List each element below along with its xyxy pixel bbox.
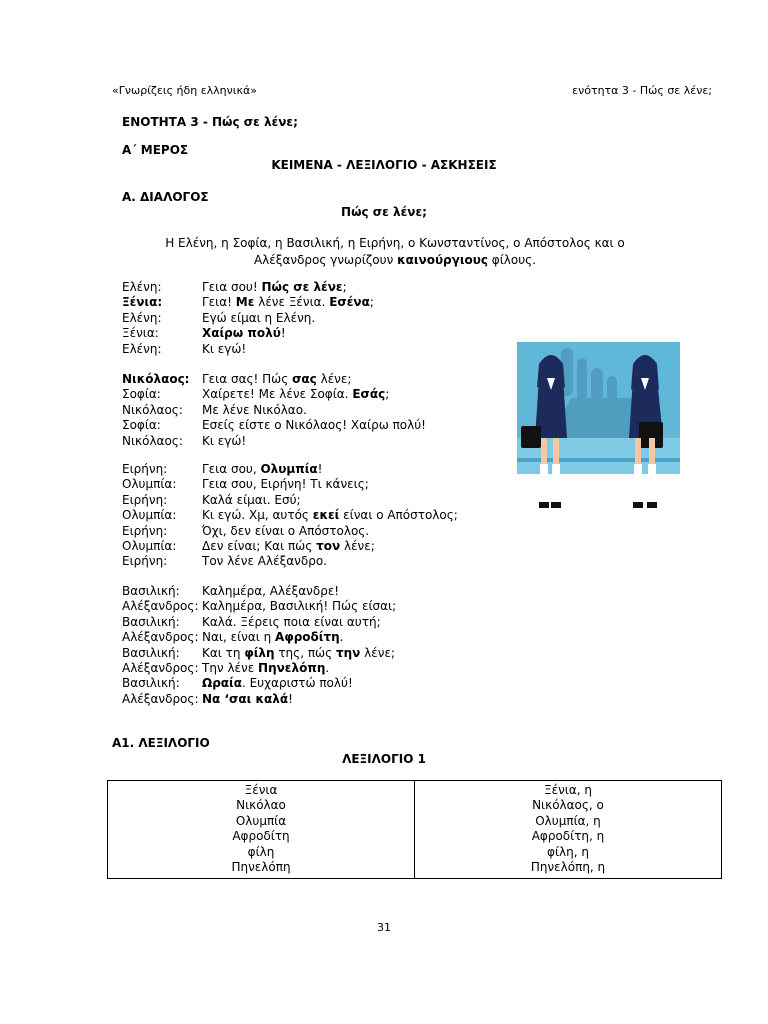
dialogue-intro [100, 235, 690, 269]
speaker-name: Ειρήνη: [122, 492, 168, 507]
speaker-name: Ολυμπία: [122, 508, 177, 523]
speaker-name: Ξένια: [122, 326, 159, 341]
dialogue-line [122, 372, 482, 387]
speaker-name: Αλέξανδρος: [122, 630, 199, 645]
bold-word: Πώς σε λένε [261, 280, 343, 294]
dialogue-4 [122, 584, 482, 707]
line-text [202, 403, 482, 418]
speaker-name: Ξένια: [122, 295, 163, 310]
vocab-left-item: φίλη [247, 844, 275, 859]
text-run: Κι εγώ. Χμ, αυτός [202, 508, 313, 523]
text-run: Γεια! [202, 295, 236, 310]
dialogue-line [122, 418, 482, 433]
text-run: ; [369, 295, 374, 310]
text-run: ! [280, 326, 286, 341]
text-run: Γεια σας! Πώς [202, 372, 293, 386]
dialogue-line [122, 477, 482, 492]
text-run: Γεια σου! [202, 280, 262, 294]
bold-word: φίλη [244, 645, 275, 660]
vocab-right-item: φίλη, η [547, 844, 589, 859]
vocab-right-item: Πηνελόπη, η [530, 860, 606, 875]
vocab-left-item: Ολυμπία [235, 813, 287, 828]
text-run: Κι εγώ! [202, 341, 247, 356]
speaker-name: Ελένη: [122, 341, 162, 356]
text-run: ! [317, 462, 323, 476]
line-text [202, 539, 482, 554]
text-run: Εγώ είμαι η Ελένη. [202, 310, 316, 325]
bold-word: τον [316, 538, 341, 553]
dialogue-line [122, 646, 482, 661]
text-run: ! [288, 691, 293, 706]
line-text [202, 676, 482, 691]
vocab-right-item: Αφροδίτη, η [531, 829, 605, 844]
speaker-name: Αλέξανδρος: [122, 691, 199, 706]
bold-word: Ωραία [202, 676, 242, 691]
bold-word: Ολυμπία [260, 462, 318, 476]
dialogue-line [122, 692, 482, 707]
line-text [202, 508, 482, 523]
vocab-right-item: Ξένια, η [544, 783, 592, 797]
bold-word: Αφροδίτη [275, 630, 340, 645]
text-run: Όχι, δεν είναι ο Απόστολος. [202, 523, 370, 538]
dialogue-line [122, 493, 482, 508]
dialogue-3 [122, 462, 482, 570]
text-run: . [339, 630, 344, 645]
dialogue-line [122, 403, 482, 418]
text-run: Ναι, είναι η [202, 630, 276, 645]
line-text [202, 434, 482, 449]
speaker-name: Ελένη: [122, 310, 162, 325]
vocab-left-item: Πηνελόπη [231, 860, 291, 875]
line-text [202, 692, 482, 707]
line-text [202, 477, 482, 492]
speaker-name: Ελένη: [122, 280, 162, 294]
dialogue-2 [122, 372, 482, 449]
line-text [202, 554, 482, 569]
text-run: Γεια σου, Ειρήνη! Τι κάνεις; [202, 477, 369, 492]
table-row [108, 781, 722, 879]
dialogue-1 [122, 280, 482, 357]
bold-word: Χαίρω πολύ [202, 326, 281, 341]
speaker-name: Ειρήνη: [122, 462, 168, 476]
intro-line-1: Η Ελένη, η Σοφία, η Βασιλική, η Ειρήνη, ο Κωνσταντίνος, ο Απόστολος και ο [165, 236, 625, 250]
text-run: Τον λένε Αλέξανδρο. [202, 554, 327, 569]
line-text [202, 311, 482, 326]
vocabulary-title: ΛΕΞΙΛΟΓΙΟ 1 [342, 752, 426, 766]
speaker-name: Βασιλική: [122, 584, 180, 598]
text-run: Κι εγώ! [202, 433, 247, 448]
dialogue-heading: Α. ΔΙΑΛΟΓΟΣ [122, 190, 209, 204]
line-text [202, 387, 482, 402]
page-number: 31 [377, 921, 391, 934]
text-run: Καλημέρα, Αλέξανδρε! [202, 584, 340, 598]
text-run: ; [342, 280, 347, 294]
speaker-name: Ολυμπία: [122, 538, 177, 553]
line-text [202, 280, 482, 295]
bold-word: Πηνελόπη [258, 660, 326, 675]
vocabulary-heading: Α1. ΛΕΞΙΛΟΓΙΟ [112, 736, 210, 750]
illustration-svg [511, 338, 686, 514]
speaker-name: Ειρήνη: [122, 523, 168, 538]
speaker-name: Βασιλική: [122, 645, 180, 660]
section-title: ΚΕΙΜΕΝΑ - ΛΕΞΙΛΟΓΙΟ - ΑΣΚΗΣΕΙΣ [271, 158, 497, 172]
vocab-left-item: Νικόλαο [236, 798, 286, 813]
speaker-name: Βασιλική: [122, 676, 180, 691]
line-text [202, 524, 482, 539]
speaker-name: Νικόλαος: [122, 372, 190, 386]
speaker-name: Νικόλαος: [122, 433, 183, 448]
speaker-name: Σοφία: [122, 418, 161, 433]
line-text [202, 372, 482, 387]
running-header-left: «Γνωρίζεις ήδη ελληνικά» [112, 84, 257, 97]
dialogue-line [122, 342, 482, 357]
part-label: Α΄ ΜΕΡΟΣ [122, 143, 189, 157]
dialogue-line [122, 295, 482, 310]
dialogue-line [122, 462, 482, 477]
line-text [202, 599, 482, 614]
speaker-name: Ολυμπία: [122, 477, 177, 492]
text-run: . [325, 660, 330, 675]
intro-bold-word: καινούργιους [397, 253, 488, 267]
bold-word: εκεί [312, 508, 340, 523]
vocab-right-item: Νικόλαος, ο [532, 798, 604, 813]
text-run: Καλά είμαι. Εσύ; [202, 492, 301, 507]
text-run: της, πώς [274, 645, 336, 660]
running-header-right: ενότητα 3 - Πώς σε λένε; [572, 84, 712, 97]
dialogue-line [122, 661, 482, 676]
bold-word: την [335, 645, 361, 660]
dialogue-line [122, 524, 482, 539]
text-run: Καλά. Ξέρεις ποια είναι αυτή; [202, 614, 381, 629]
speaker-name: Ειρήνη: [122, 554, 168, 569]
dialogue-line [122, 676, 482, 691]
dialogue-line [122, 508, 482, 523]
text-run: Την λένε [202, 660, 259, 675]
line-text [202, 326, 482, 341]
line-text [202, 462, 482, 477]
intro-text: φίλους. [487, 253, 537, 267]
intro-line-2 [100, 252, 690, 269]
speaker-name: Αλέξανδρος: [122, 660, 199, 675]
text-run: είναι ο Απόστολος; [339, 508, 458, 523]
unit-title: ΕΝΟΤΗΤΑ 3 - Πώς σε λένε; [122, 115, 298, 129]
line-text [202, 615, 482, 630]
dialogue-line [122, 554, 482, 569]
text-run: λένε; [360, 645, 395, 660]
dialogue-line [122, 326, 482, 341]
dialogue-line [122, 434, 482, 449]
line-text [202, 584, 482, 599]
text-run: . Ευχαριστώ πολύ! [241, 676, 353, 691]
line-text [202, 661, 482, 676]
bold-word: σας [292, 372, 317, 386]
dialogue-line [122, 615, 482, 630]
speaker-name: Αλέξανδρος: [122, 599, 199, 614]
bold-word: Με [235, 295, 255, 310]
line-text [202, 630, 482, 645]
text-run: Καλημέρα, Βασιλική! Πώς είσαι; [202, 599, 397, 614]
text-run: Εσείς είστε ο Νικόλαος! Χαίρω πολύ! [202, 418, 426, 433]
text-run: Και τη [202, 645, 245, 660]
speaker-name: Σοφία: [122, 387, 161, 402]
dialogue-line [122, 584, 482, 599]
schoolgirls-illustration [511, 338, 686, 514]
bold-word: Εσάς [352, 387, 386, 402]
text-run: λένε Ξένια. [254, 295, 330, 310]
intro-text: Αλέξανδρος γνωρίζουν [253, 253, 398, 267]
vocab-right-column [415, 781, 722, 879]
vocab-left-item: Αφροδίτη [232, 829, 290, 844]
line-text [202, 418, 482, 433]
dialogue-title: Πώς σε λένε; [341, 205, 427, 219]
text-run: Με λένε Νικόλαο. [202, 402, 307, 417]
text-run: ; [385, 387, 390, 402]
text-run: Γεια σου, [202, 462, 261, 476]
line-text [202, 646, 482, 661]
speaker-name: Νικόλαος: [122, 402, 183, 417]
vocab-left-column [108, 781, 415, 879]
dialogue-line [122, 630, 482, 645]
line-text [202, 493, 482, 508]
text-run: λένε; [340, 538, 375, 553]
dialogue-line [122, 280, 482, 295]
bold-word: Να ‘σαι καλά [202, 691, 289, 706]
line-text [202, 295, 482, 310]
text-run: λένε; [316, 372, 352, 386]
speaker-name: Βασιλική: [122, 614, 180, 629]
dialogue-line [122, 599, 482, 614]
vocabulary-table [107, 780, 722, 879]
dialogue-line [122, 387, 482, 402]
dialogue-line [122, 311, 482, 326]
text-run: Δεν είναι; Και πώς [202, 538, 317, 553]
line-text [202, 342, 482, 357]
text-run: Χαίρετε! Με λένε Σοφία. [202, 387, 353, 402]
dialogue-line [122, 539, 482, 554]
vocab-right-item: Ολυμπία, η [535, 813, 601, 828]
bold-word: Εσένα [329, 295, 370, 310]
vocab-left-item: Ξένια [244, 783, 278, 797]
